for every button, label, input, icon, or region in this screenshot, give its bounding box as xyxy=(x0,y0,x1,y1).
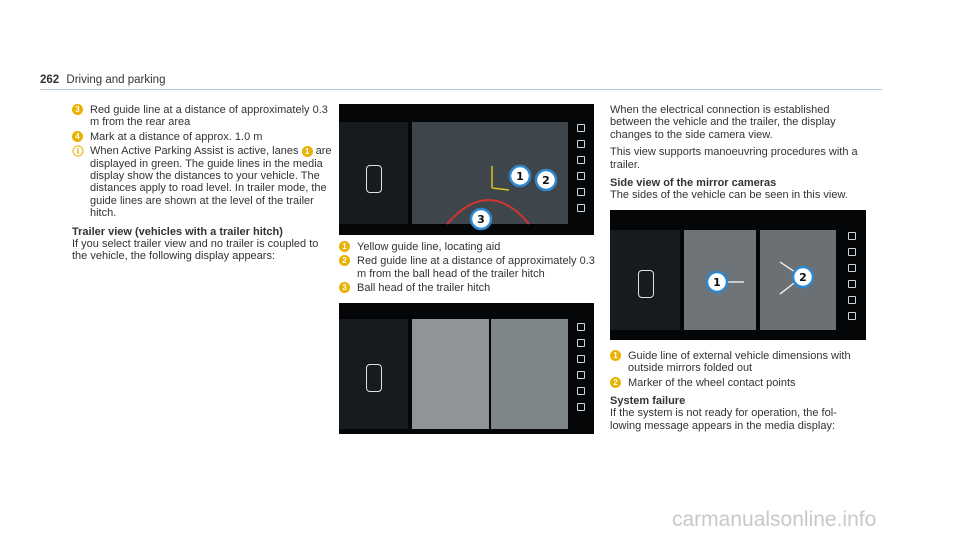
callout-2: 2 xyxy=(799,270,807,284)
info-icon xyxy=(72,145,84,157)
item-text: Yellow guide line, locating aid xyxy=(357,241,501,253)
trailer-view-screenshot xyxy=(339,303,594,434)
section-heading: Trailer view (vehicles with a trailer hitch) xyxy=(72,225,283,238)
bullet-number: 1 xyxy=(339,241,350,252)
section-title: Driving and parking xyxy=(66,74,166,86)
paragraph: The sides of the vehicle can be seen in this view. xyxy=(610,189,848,202)
park-icon xyxy=(848,264,856,272)
paragraph: If the system is not ready for operation, the fol- lowing message appears in the media display: xyxy=(610,407,837,432)
item-text: Red guide line at a distance of approximately 0.3 m from the rear area xyxy=(90,104,328,129)
trailer-guide-screenshot xyxy=(339,104,594,235)
list-item xyxy=(339,255,595,280)
bullet-number: 2 xyxy=(339,255,350,266)
bullet-number: 4 xyxy=(72,131,83,142)
item-text: Marker of the wheel contact points xyxy=(628,376,796,389)
mirror-icon xyxy=(848,296,856,304)
car-icon xyxy=(366,364,382,392)
item-text: Guide line of external vehicle dimensions with outside mirrors folded out xyxy=(628,349,851,375)
trailer-icon xyxy=(577,403,585,411)
callout-1: 1 xyxy=(713,275,721,289)
paragraph: If you select trailer view and no trailer is coupled to the vehicle, the following display appears: xyxy=(72,238,319,263)
note-rest: are displayed in green. The guide lines in the media display show the distances to your vehicle. The distances apply to road level. In trailer mode, the guide lines are shown at the level of the trailer hitch. xyxy=(90,145,332,220)
camera-icon xyxy=(577,124,585,132)
camera-icon xyxy=(848,232,856,240)
paragraph: This view supports manoeuvring procedures with a trailer. xyxy=(610,146,858,171)
settings-icon xyxy=(848,248,856,256)
svg-text:i: i xyxy=(76,147,80,157)
ref-bullet: 1 xyxy=(302,146,313,157)
section-heading: System failure xyxy=(610,395,686,408)
callout-3: 3 xyxy=(477,213,485,226)
list-item xyxy=(610,377,868,389)
bullet-number: 3 xyxy=(339,282,350,293)
view-icon xyxy=(848,280,856,288)
park-icon xyxy=(577,355,585,363)
bullet-number: 3 xyxy=(72,104,83,115)
settings-icon xyxy=(577,140,585,148)
park-icon xyxy=(577,156,585,164)
note-text: When Active Parking Assist is active, lanes xyxy=(90,145,299,158)
column-3 xyxy=(610,104,868,432)
mirror-icon xyxy=(577,387,585,395)
guide-lines xyxy=(610,210,866,340)
camera-icon xyxy=(577,323,585,331)
callout-1: 1 xyxy=(516,170,524,183)
callout-2: 2 xyxy=(542,174,550,187)
column-1 xyxy=(72,104,334,263)
camera-view-right xyxy=(491,319,568,429)
list-item xyxy=(339,241,595,253)
trailer-icon xyxy=(577,204,585,212)
item-text: Mark at a distance of approx. 1.0 m xyxy=(90,130,263,143)
list-item xyxy=(72,104,334,129)
list-item xyxy=(610,350,868,375)
item-text: Red guide line at a distance of approximately 0.3 m from the ball head of the trailer hitch xyxy=(357,255,595,280)
item-text: Ball head of the trailer hitch xyxy=(357,282,491,295)
note-item xyxy=(72,145,334,219)
page-number: 262 xyxy=(40,74,60,86)
view-icon xyxy=(577,371,585,379)
bullet-number: 1 xyxy=(610,350,621,361)
list-item xyxy=(72,131,334,143)
camera-view-left xyxy=(412,319,489,429)
guide-lines xyxy=(339,104,594,235)
watermark: carmanualsonline.info xyxy=(672,508,877,531)
list-item xyxy=(339,282,595,294)
header-rule xyxy=(40,89,882,90)
page-header xyxy=(40,74,165,86)
paragraph: When the electrical connection is established between the vehicle and the trailer, the display changes to the side camera view. xyxy=(610,104,836,141)
bullet-number: 2 xyxy=(610,377,621,388)
view-icon xyxy=(577,172,585,180)
column-2 xyxy=(339,104,595,434)
settings-icon xyxy=(577,339,585,347)
side-mirror-screenshot xyxy=(610,210,866,340)
section-heading: Side view of the mirror cameras xyxy=(610,177,777,190)
mirror-icon xyxy=(577,188,585,196)
trailer-icon xyxy=(848,312,856,320)
